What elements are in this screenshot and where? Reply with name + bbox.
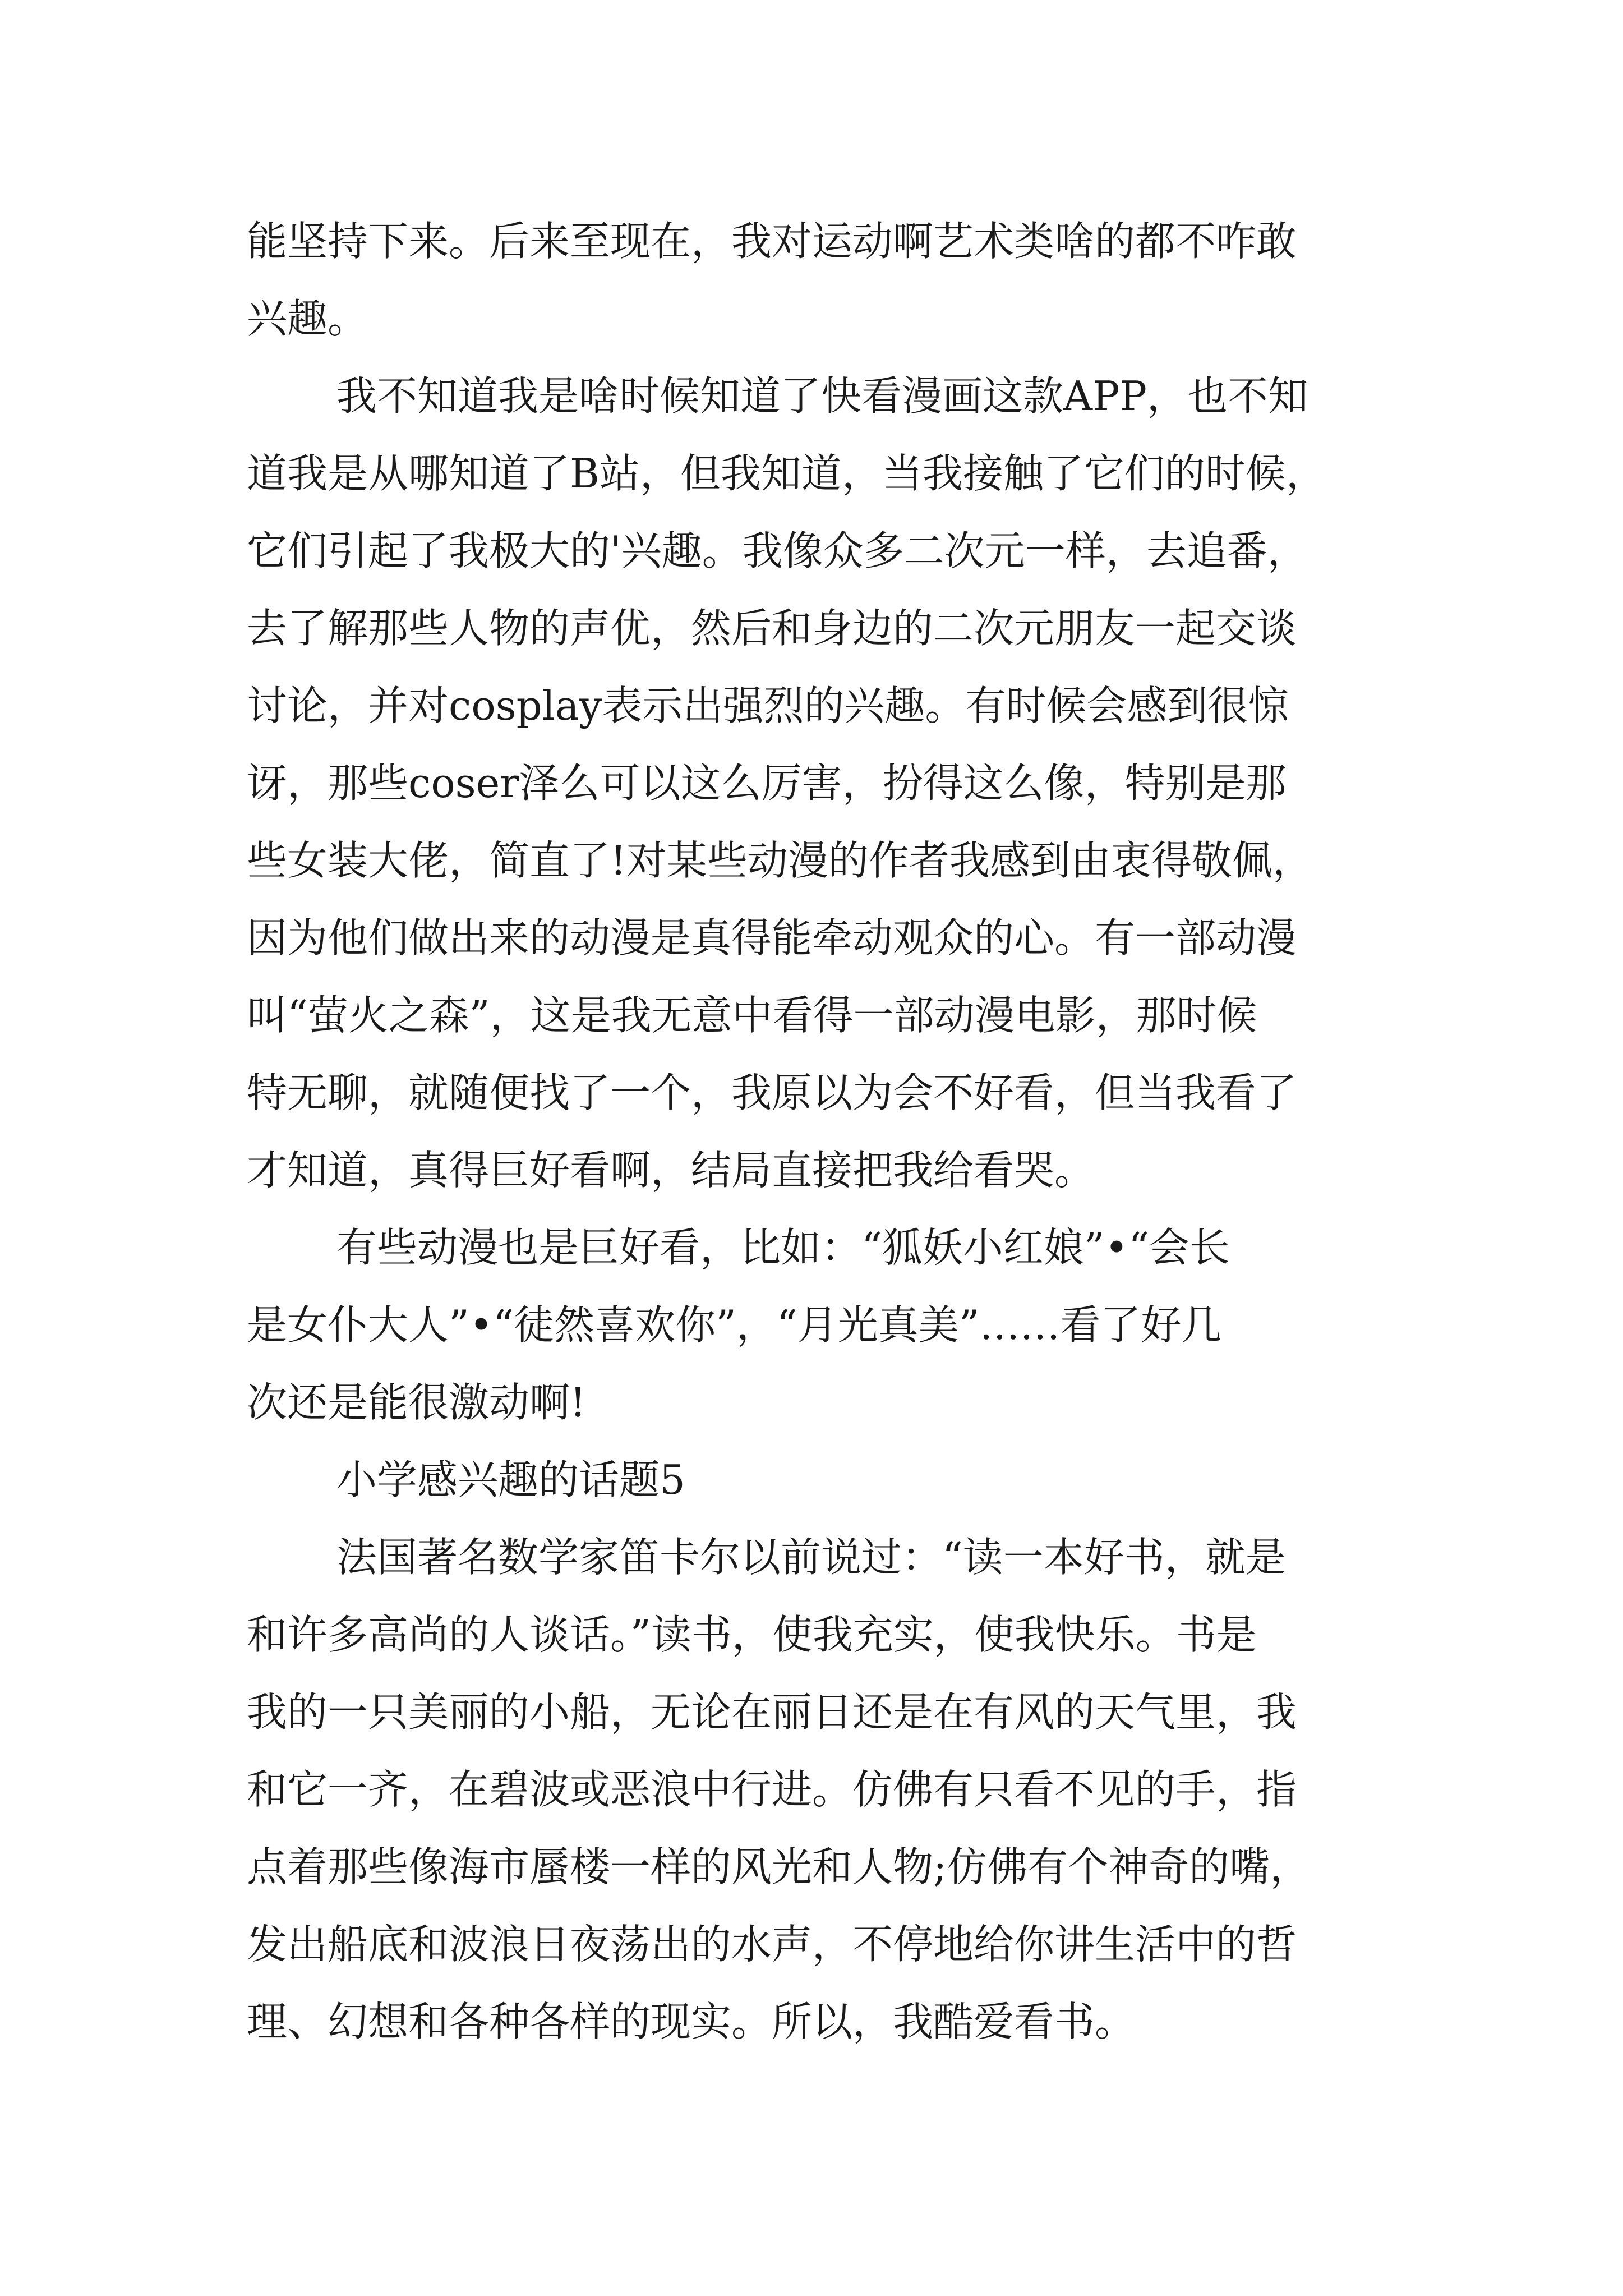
text-line: 去了解那些人物的声优，然后和身边的二次元朋友一起交谈: [247, 605, 1297, 652]
text-line: 些女装大佬，简直了!对某些动漫的作者我感到由衷得敬佩，: [247, 837, 1313, 884]
text-line: 讶，那些coser泽么可以这么厉害，扮得这么像，特别是那: [247, 760, 1287, 807]
text-line: 和它一齐，在碧波或恶浪中行进。仿佛有只看不见的手，指: [247, 1766, 1297, 1813]
text-line: 理、幻想和各种各样的现实。所以，我酷爱看书。: [247, 1998, 1136, 2045]
text-line: 发出船底和波浪日夜荡出的水声，不停地给你讲生活中的哲: [247, 1921, 1297, 1968]
text-line: 和许多高尚的人谈话。”读书，使我充实，使我快乐。书是: [247, 1611, 1257, 1658]
text-line: 次还是能很激动啊!: [247, 1379, 586, 1426]
text-line: 讨论，并对cosplay表示出强烈的兴趣。有时候会感到很惊: [247, 682, 1289, 729]
text-line: 叫“萤火之森”，这是我无意中看得一部动漫电影，那时候: [247, 992, 1257, 1039]
text-line: 能坚持下来。后来至现在，我对运动啊艺术类啥的都不咋敢: [247, 218, 1297, 265]
text-line: 特无聊，就随便找了一个，我原以为会不好看，但当我看了: [247, 1069, 1297, 1116]
paragraph-first-line: 有些动漫也是巨好看，比如：“狐妖小红娘”•“会长: [336, 1224, 1230, 1271]
section-heading: 小学感兴趣的话题5: [336, 1456, 685, 1503]
text-line: 因为他们做出来的动漫是真得能牵动观众的心。有一部动漫: [247, 914, 1297, 961]
text-line: 道我是从哪知道了B站，但我知道，当我接触了它们的时候，: [247, 450, 1326, 497]
paragraph-first-line: 法国著名数学家笛卡尔以前说过：“读一本好书，就是: [336, 1534, 1286, 1581]
text-line: 我的一只美丽的小船，无论在丽日还是在有风的天气里，我: [247, 1688, 1297, 1736]
text-line: 兴趣。: [247, 295, 368, 342]
paragraph-first-line: 我不知道我是啥时候知道了快看漫画这款APP，也不知: [336, 372, 1308, 420]
text-line: 它们引起了我极大的'兴趣。我像众多二次元一样，去追番，: [247, 527, 1308, 574]
text-line: 点着那些像海市蜃楼一样的风光和人物;仿佛有个神奇的嘴，: [247, 1843, 1311, 1890]
text-line: 是女仆大人”•“徒然喜欢你”，“月光真美”……看了好几: [247, 1301, 1222, 1349]
text-line: 才知道，真得巨好看啊，结局直接把我给看哭。: [247, 1147, 1095, 1194]
